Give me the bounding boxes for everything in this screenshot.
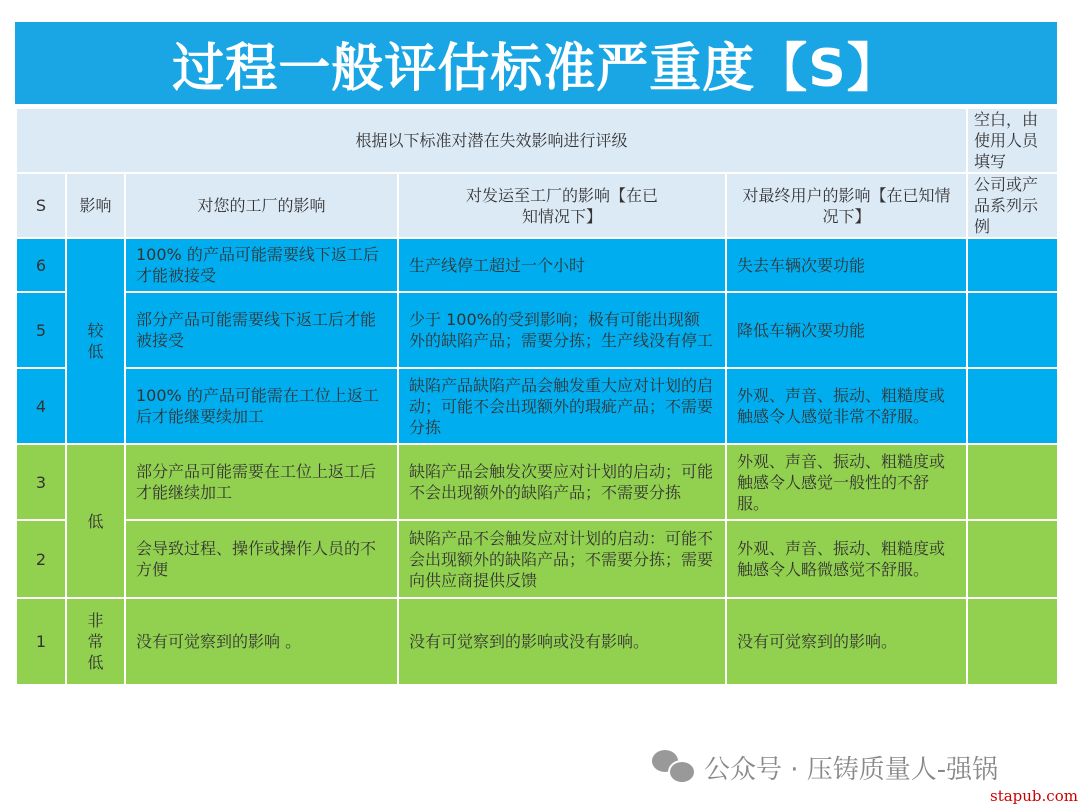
user-impact: 外观、声音、振动、粗糙度或触感令人感觉一般性的不舒服。	[726, 444, 967, 520]
ship-impact: 缺陷产品不会触发应对计划的启动：可能不会出现额外的缺陷产品；不需要分拣；需要向供应商提供反馈	[398, 520, 726, 598]
page-title: 过程一般评估标准严重度【S】	[15, 22, 1057, 104]
col-plant-header: 对您的工厂的影响	[125, 173, 398, 238]
example-cell[interactable]	[967, 520, 1058, 598]
severity-value: 5	[16, 292, 66, 368]
criteria-note: 根据以下标准对潜在失效影响进行评级	[16, 108, 967, 173]
col-s-header: S	[16, 173, 66, 238]
plant-impact: 部分产品可能需要在工位上返工后才能继续加工	[125, 444, 398, 520]
plant-impact: 100% 的产品可能需在工位上返工后才能继要续加工	[125, 368, 398, 444]
ship-impact: 缺陷产品会触发次要应对计划的启动；可能不会出现额外的缺陷产品；不需要分拣	[398, 444, 726, 520]
blank-note: 空白，由使用人员填写	[967, 108, 1058, 173]
plant-impact: 100% 的产品可能需要线下返工后才能被接受	[125, 238, 398, 292]
plant-impact: 会导致过程、操作或操作人员的不方便	[125, 520, 398, 598]
severity-table	[15, 107, 1059, 686]
table-row	[16, 292, 1058, 368]
header-row-columns	[16, 173, 1058, 238]
ship-impact: 生产线停工超过一个小时	[398, 238, 726, 292]
ship-impact: 缺陷产品缺陷产品会触发重大应对计划的启动；可能不会出现额外的瑕疵产品；不需要分拣	[398, 368, 726, 444]
ship-impact: 没有可觉察到的影响或没有影响。	[398, 598, 726, 685]
col-impact-header: 影响	[66, 173, 125, 238]
col-user-header: 对最终用户的影响【在已知情况下】	[726, 173, 967, 238]
table-row	[16, 368, 1058, 444]
severity-value: 6	[16, 238, 66, 292]
table-row	[16, 444, 1058, 520]
table-row	[16, 238, 1058, 292]
impact-level-low-mid: 较低	[66, 238, 125, 444]
col-ship-header: 对发运至工厂的影响【在已知情况下】	[398, 173, 726, 238]
example-cell[interactable]	[967, 444, 1058, 520]
col-example-header: 公司或产品系列示例	[967, 173, 1058, 238]
user-impact: 降低车辆次要功能	[726, 292, 967, 368]
severity-value: 2	[16, 520, 66, 598]
plant-impact: 没有可觉察到的影响 。	[125, 598, 398, 685]
severity-value: 4	[16, 368, 66, 444]
table-row	[16, 598, 1058, 685]
example-cell[interactable]	[967, 598, 1058, 685]
wechat-icon	[652, 748, 696, 786]
user-impact: 外观、声音、振动、粗糙度或触感令人感觉非常不舒服。	[726, 368, 967, 444]
header-row-criteria	[16, 108, 1058, 173]
example-cell[interactable]	[967, 292, 1058, 368]
severity-value: 1	[16, 598, 66, 685]
user-impact: 外观、声音、振动、粗糙度或触感令人略微感觉不舒服。	[726, 520, 967, 598]
user-impact: 失去车辆次要功能	[726, 238, 967, 292]
ship-impact: 少于 100%的受到影响；极有可能出现额外的缺陷产品；需要分拣；生产线没有停工	[398, 292, 726, 368]
table-row	[16, 520, 1058, 598]
site-watermark: stapub.com	[990, 787, 1078, 805]
account-name: 公众号 · 压铸质量人-强锅	[704, 754, 999, 785]
severity-value: 3	[16, 444, 66, 520]
plant-impact: 部分产品可能需要线下返工后才能被接受	[125, 292, 398, 368]
example-cell[interactable]	[967, 368, 1058, 444]
example-cell[interactable]	[967, 238, 1058, 292]
watermark	[652, 748, 998, 786]
impact-level-low: 低	[66, 444, 125, 598]
impact-level-very-low: 非常低	[66, 598, 125, 685]
user-impact: 没有可觉察到的影响。	[726, 598, 967, 685]
